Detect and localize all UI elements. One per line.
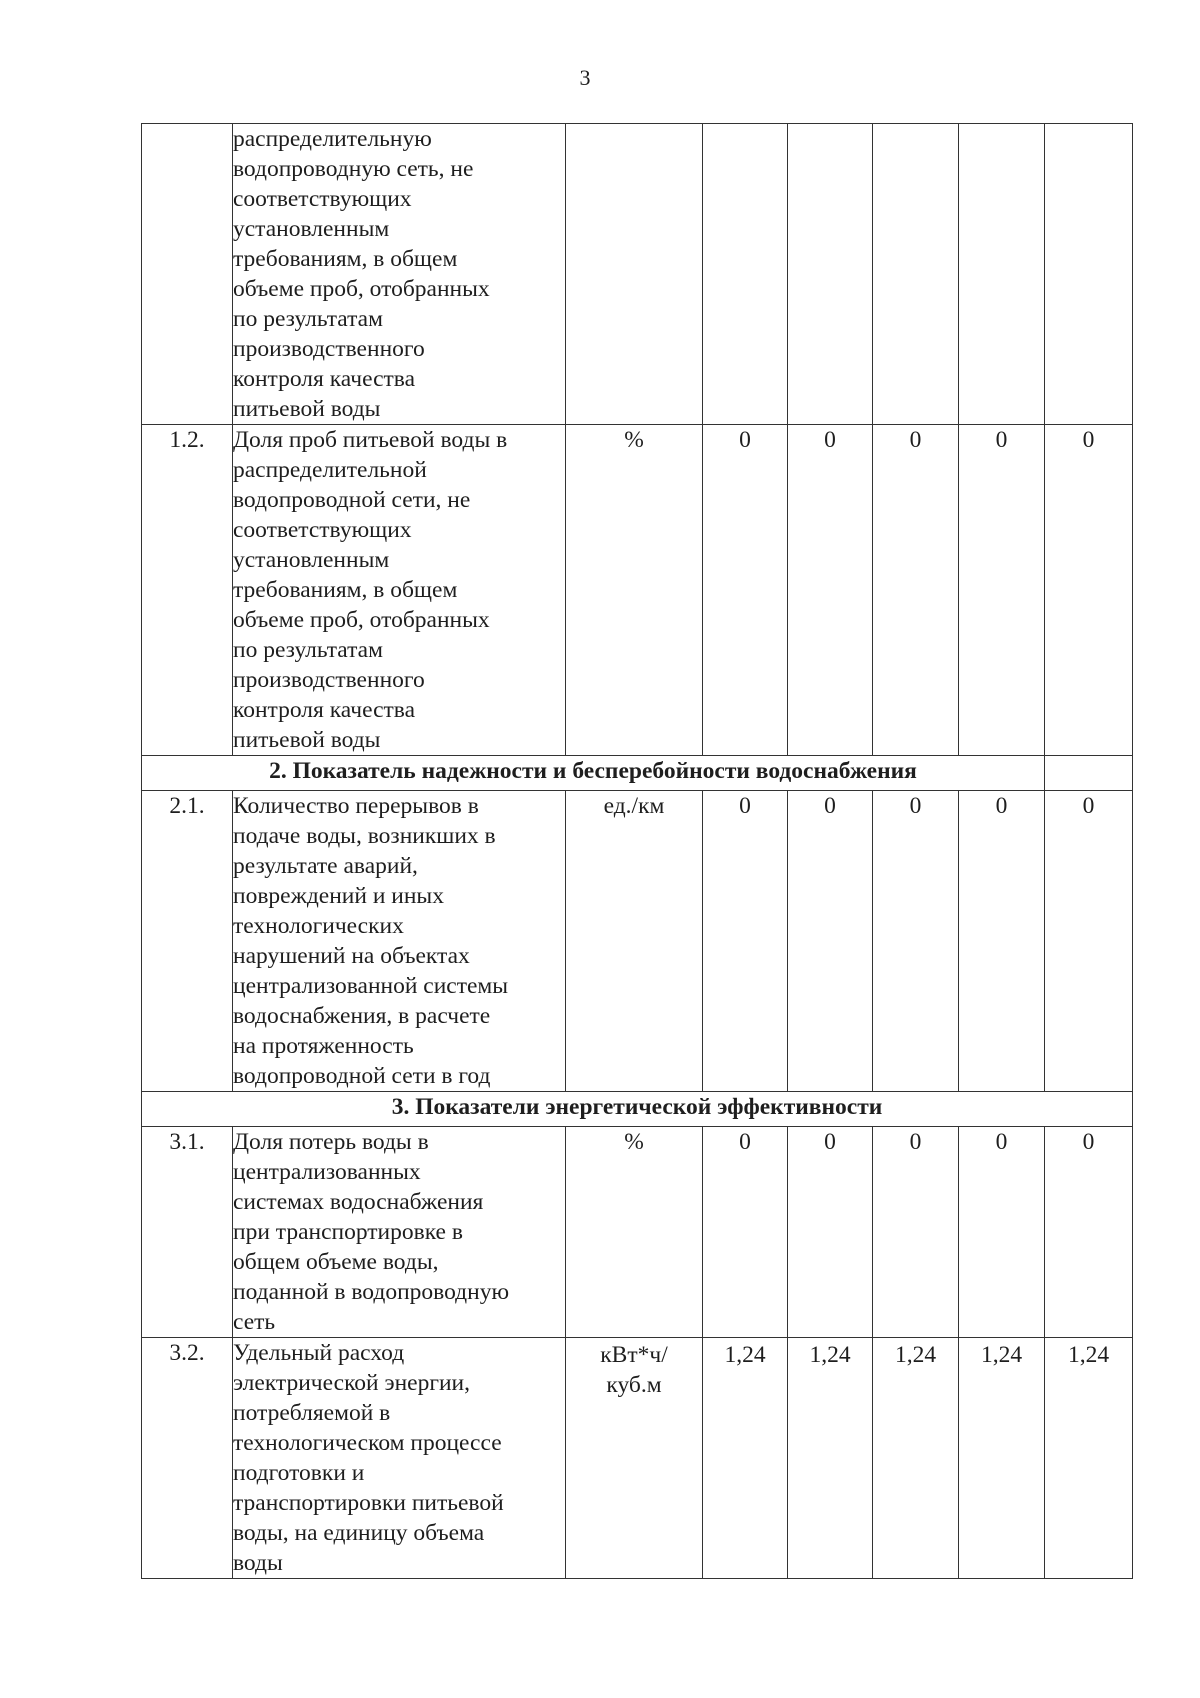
value-cell: 0 bbox=[788, 1127, 873, 1338]
value-cell: 0 bbox=[703, 791, 788, 1092]
unit-cell: ед./км bbox=[566, 791, 703, 1092]
table-row-1-2 bbox=[142, 425, 1133, 756]
description-line: подаче воды, возникших в bbox=[233, 823, 496, 849]
description-line: электрической энергии, bbox=[233, 1370, 471, 1396]
description-line: водопроводную сеть, не bbox=[233, 156, 474, 182]
value-cell: 0 bbox=[873, 1127, 959, 1338]
value-cell: 1,24 bbox=[788, 1338, 873, 1579]
section-title: 3. Показатели энергетической эффективности bbox=[142, 1092, 1133, 1127]
value-cell: 0 bbox=[1045, 425, 1133, 756]
page-number: 3 bbox=[579, 65, 591, 90]
value-cell: 0 bbox=[959, 1127, 1045, 1338]
section-header-row bbox=[142, 756, 1133, 791]
section-header-row bbox=[142, 1092, 1133, 1127]
description-line: Доля проб питьевой воды в bbox=[233, 427, 508, 453]
description-line: водопроводной сети, не bbox=[233, 487, 471, 513]
value-cell: 1,24 bbox=[703, 1338, 788, 1579]
unit-cell: % bbox=[566, 425, 703, 756]
description-line: повреждений и иных bbox=[233, 883, 444, 909]
description-line: Количество перерывов в bbox=[233, 793, 479, 819]
value-cell: 0 bbox=[1045, 1127, 1133, 1338]
description-line: контроля качества bbox=[233, 366, 416, 392]
description-line: результате аварий, bbox=[233, 853, 418, 879]
description-line: централизованной системы bbox=[233, 973, 509, 999]
row-number: 2.1. bbox=[142, 791, 233, 1092]
description-line: системах водоснабжения bbox=[233, 1189, 484, 1215]
description-line: питьевой воды bbox=[233, 727, 381, 753]
indicator-description bbox=[233, 124, 566, 425]
value-cell: 0 bbox=[959, 425, 1045, 756]
description-line: на протяженность bbox=[233, 1033, 414, 1059]
description-line: требованиям, в общем bbox=[233, 577, 458, 603]
indicators-table bbox=[141, 123, 1133, 1579]
description-line: производственного bbox=[233, 667, 425, 693]
description-line: контроля качества bbox=[233, 697, 416, 723]
description-line: соответствующих bbox=[233, 517, 412, 543]
unit-cell bbox=[566, 124, 703, 425]
value-cell: 0 bbox=[788, 791, 873, 1092]
unit-line: куб.м bbox=[606, 1372, 662, 1398]
description-line: поданной в водопроводную bbox=[233, 1279, 509, 1305]
description-line: соответствующих bbox=[233, 186, 412, 212]
description-line: воды, на единицу объема bbox=[233, 1520, 485, 1546]
description-line: по результатам bbox=[233, 637, 383, 663]
description-line: установленным bbox=[233, 216, 390, 242]
table-row-3-2 bbox=[142, 1338, 1133, 1579]
description-line: воды bbox=[233, 1550, 283, 1576]
description-line: подготовки и bbox=[233, 1460, 365, 1486]
value-cell bbox=[1045, 124, 1133, 425]
description-line: транспортировки питьевой bbox=[233, 1490, 504, 1516]
row-number: 3.1. bbox=[142, 1127, 233, 1338]
value-cell: 0 bbox=[873, 425, 959, 756]
value-cell: 0 bbox=[873, 791, 959, 1092]
value-cell: 0 bbox=[959, 791, 1045, 1092]
description-line: централизованных bbox=[233, 1159, 421, 1185]
description-line: объеме проб, отобранных bbox=[233, 276, 490, 302]
indicator-description bbox=[233, 1127, 566, 1338]
indicator-description bbox=[233, 791, 566, 1092]
description-line: потребляемой в bbox=[233, 1400, 391, 1426]
value-cell bbox=[788, 124, 873, 425]
value-cell: 0 bbox=[703, 425, 788, 756]
value-cell: 0 bbox=[1045, 791, 1133, 1092]
description-line: распределительную bbox=[233, 126, 432, 152]
row-number: 3.2. bbox=[142, 1338, 233, 1579]
description-line: питьевой воды bbox=[233, 396, 381, 422]
value-cell: 0 bbox=[788, 425, 873, 756]
value-cell bbox=[873, 124, 959, 425]
indicator-description bbox=[233, 1338, 566, 1579]
section-empty-cell bbox=[1045, 756, 1133, 791]
description-line: Доля потерь воды в bbox=[233, 1129, 429, 1155]
indicator-description bbox=[233, 425, 566, 756]
table-row-2-1 bbox=[142, 791, 1133, 1092]
description-line: водопроводной сети в год bbox=[233, 1063, 491, 1089]
unit-cell: % bbox=[566, 1127, 703, 1338]
value-cell: 1,24 bbox=[873, 1338, 959, 1579]
description-line: объеме проб, отобранных bbox=[233, 607, 490, 633]
description-line: технологическом процессе bbox=[233, 1430, 502, 1456]
description-line: водоснабжения, в расчете bbox=[233, 1003, 491, 1029]
description-line: общем объеме воды, bbox=[233, 1249, 439, 1275]
description-line: установленным bbox=[233, 547, 390, 573]
table-row-3-1 bbox=[142, 1127, 1133, 1338]
description-line: технологических bbox=[233, 913, 404, 939]
description-line: сеть bbox=[233, 1309, 276, 1335]
row-number-cell bbox=[142, 124, 233, 425]
value-cell: 1,24 bbox=[1045, 1338, 1133, 1579]
description-line: Удельный расход bbox=[233, 1340, 405, 1366]
description-line: производственного bbox=[233, 336, 425, 362]
table-row-continuation bbox=[142, 124, 1133, 425]
description-line: по результатам bbox=[233, 306, 383, 332]
value-cell bbox=[703, 124, 788, 425]
description-line: при транспортировке в bbox=[233, 1219, 463, 1245]
unit-line: кВт*ч/ bbox=[600, 1342, 668, 1368]
description-line: распределительной bbox=[233, 457, 427, 483]
value-cell bbox=[959, 124, 1045, 425]
unit-cell bbox=[566, 1338, 703, 1579]
value-cell: 0 bbox=[703, 1127, 788, 1338]
description-line: нарушений на объектах bbox=[233, 943, 470, 969]
description-line: требованиям, в общем bbox=[233, 246, 458, 272]
section-title: 2. Показатель надежности и бесперебойности водоснабжения bbox=[142, 756, 1045, 791]
value-cell: 1,24 bbox=[959, 1338, 1045, 1579]
row-number: 1.2. bbox=[142, 425, 233, 756]
